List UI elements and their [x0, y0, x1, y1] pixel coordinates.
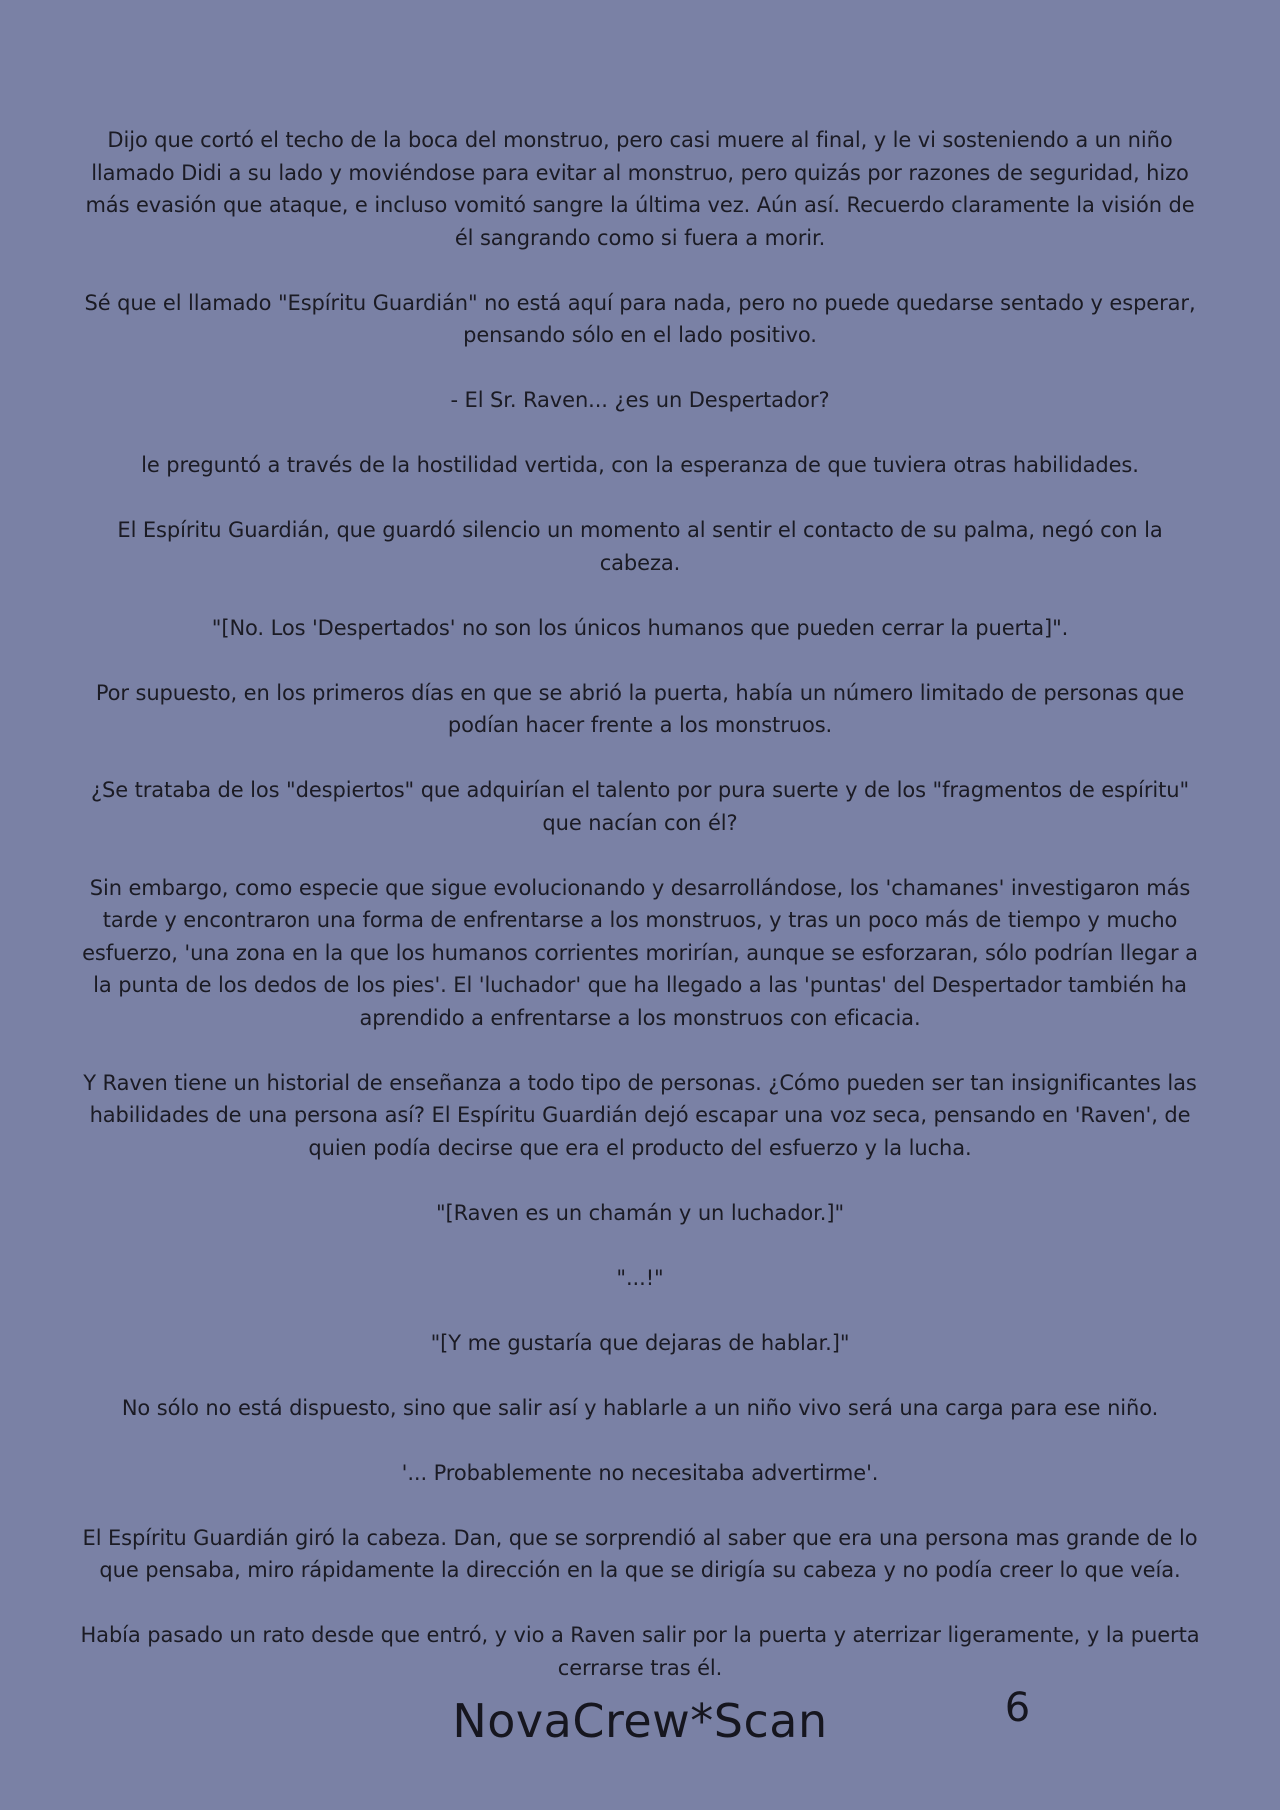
paragraph: - El Sr. Raven... ¿es un Despertador?: [450, 388, 830, 412]
paragraph: "[Raven es un chamán y un luchador.]": [435, 1200, 845, 1225]
scanlation-brand: NovaCrew*Scan: [452, 1694, 828, 1748]
paragraph: "[Y me gustaría que dejaras de hablar.]": [430, 1330, 850, 1355]
paragraph: "...!": [616, 1265, 664, 1290]
paragraph: Por supuesto, en los primeros días en que se abrió la puerta, había un número limitado de personas que podían hacer frente a los monstruos.: [95, 680, 1185, 737]
document-body: [80, 124, 1200, 1684]
paragraph: le preguntó a través de la hostilidad vertida, con la esperanza de que tuviera otras habilidades.: [141, 453, 1139, 477]
paragraph: ¿Se trataba de los "despiertos" que adquirían el talento por pura suerte y de los "fragmentos de espíritu" que nacían con él?: [90, 778, 1190, 835]
paragraph: '... Probablemente no necesitaba advertirme'.: [401, 1460, 879, 1485]
paragraph: "[No. Los 'Despertados' no son los únicos humanos que pueden cerrar la puerta]".: [211, 615, 1069, 640]
paragraph: Y Raven tiene un historial de enseñanza a todo tipo de personas. ¿Cómo pueden ser tan insignificantes las habilidades de una persona así? El Espíritu Guardián dejó escapar una voz seca, pensando en 'Raven', de quien podía decirse que era el producto del esfuerzo y la lucha.: [83, 1070, 1197, 1160]
paragraph: Dijo que cortó el techo de la boca del monstruo, pero casi muere al final, y le vi sosteniendo a un niño llamado Didi a su lado y moviéndose para evitar al monstruo, pero quizás por razones de seguridad, hizo más evasión que ataque, e incluso vomitó sangre la última vez. Aún así. Recuerdo claramente la visión de él sangrando como si fuera a morir.: [85, 128, 1195, 250]
paragraph: Sin embargo, como especie que sigue evolucionando y desarrollándose, los 'chamanes' investigaron más tarde y encontraron una forma de enfrentarse a los monstruos, y tras un poco más de tiempo y mucho esfuerzo, 'una zona en la que los humanos corrientes morirían, aunque se esforzaran, sólo podrían llegar a la punta de los dedos de los pies'. El 'luchador' que ha llegado a las 'puntas' del Despertador también ha aprendido a enfrentarse a los monstruos con eficacia.: [82, 875, 1198, 1030]
paragraph: No sólo no está dispuesto, sino que salir así y hablarle a un niño vivo será una carga para ese niño.: [121, 1395, 1159, 1420]
paragraph: El Espíritu Guardián giró la cabeza. Dan, que se sorprendió al saber que era una persona mas grande de lo que pensaba, miro rápidamente la dirección en la que se dirigía su cabeza y no podía creer lo que veía.: [82, 1525, 1198, 1582]
paragraph: Sé que el llamado "Espíritu Guardián" no está aquí para nada, pero no puede quedarse sentado y esperar, pensando sólo en el lado positivo.: [84, 290, 1196, 347]
paragraph: Había pasado un rato desde que entró, y vio a Raven salir por la puerta y aterrizar ligeramente, y la puerta cerrarse tras él.: [80, 1623, 1200, 1680]
page-number: 6: [1004, 1685, 1031, 1731]
paragraph: El Espíritu Guardián, que guardó silencio un momento al sentir el contacto de su palma, negó con la cabeza.: [117, 518, 1163, 575]
